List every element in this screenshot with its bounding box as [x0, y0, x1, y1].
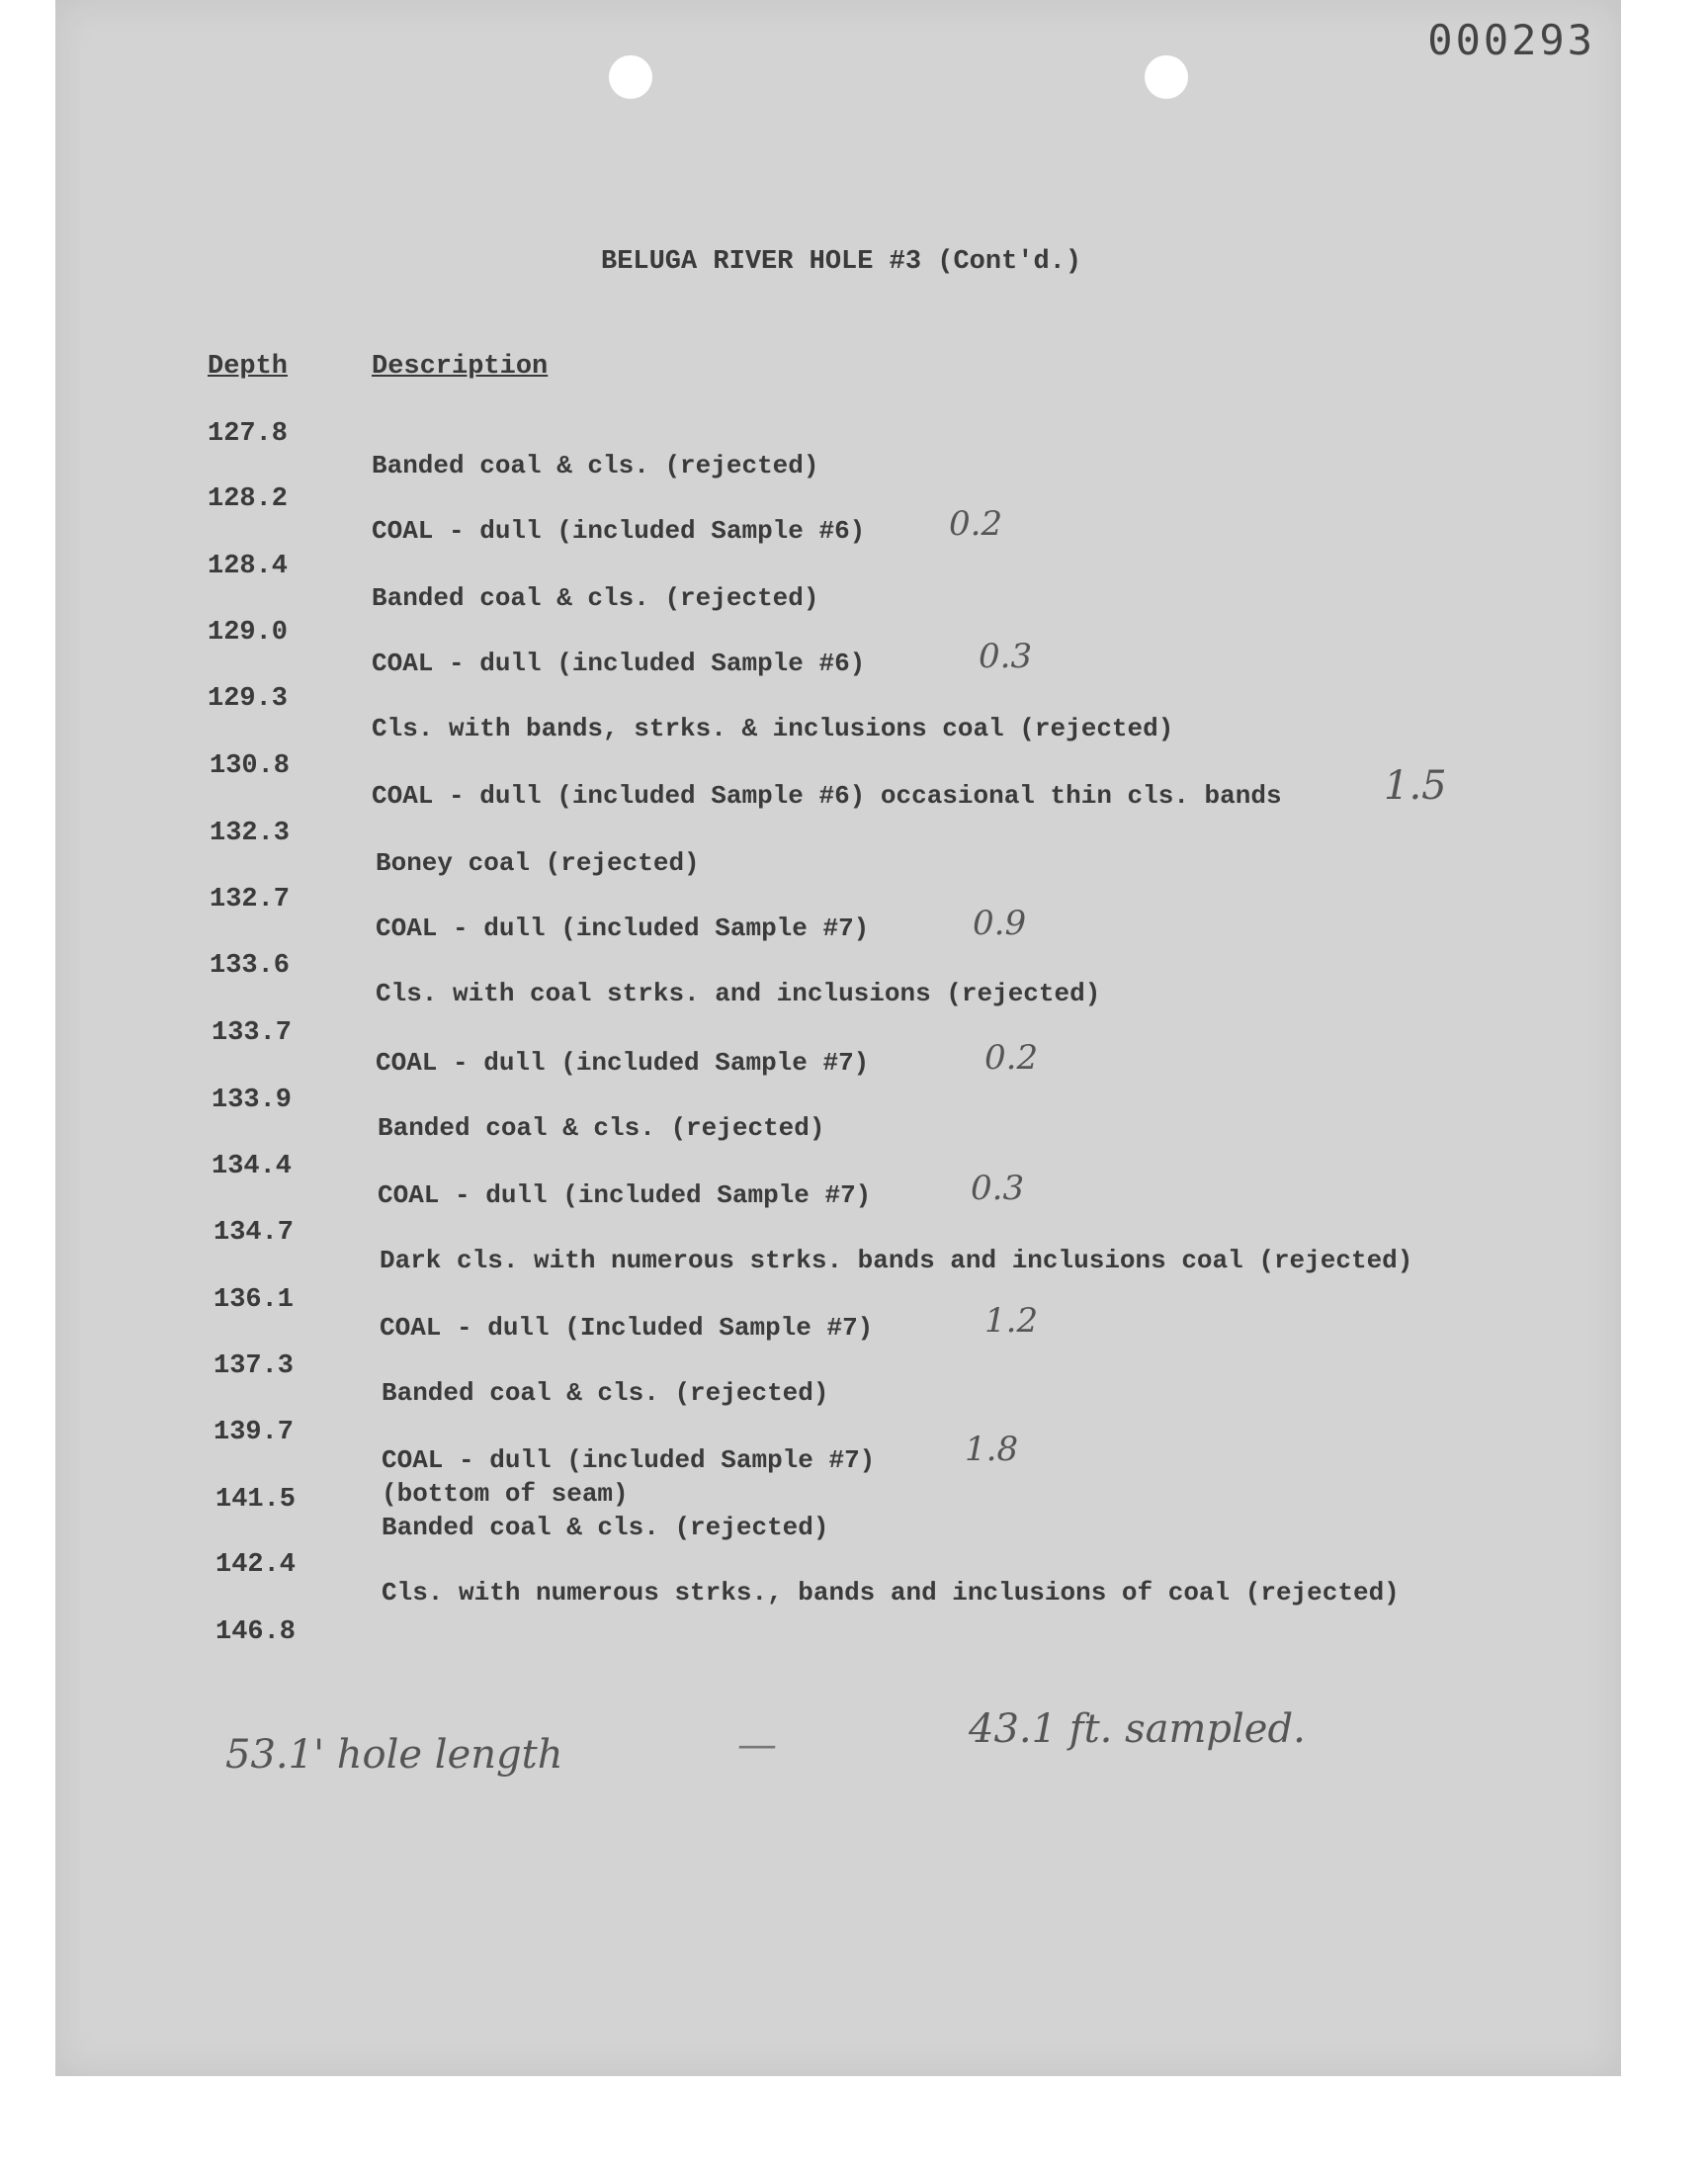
punch-hole	[609, 55, 652, 99]
description-entry: Cls. with numerous strks., bands and inclusions of coal (rejected)	[382, 1578, 1400, 1608]
page-number: 000293	[1427, 16, 1595, 64]
description-entry: Cls. with coal strks. and inclusions (rejected)	[376, 979, 1101, 1008]
handwritten-sampled: 43.1 ft. sampled.	[969, 1706, 1306, 1752]
description-column-header: Description	[372, 352, 549, 382]
handwritten-dash: —	[737, 1722, 777, 1768]
depth-value: 130.8	[210, 751, 291, 781]
description-entry: COAL - dull (included Sample #7)	[376, 1048, 870, 1078]
depth-value: 136.1	[214, 1285, 295, 1315]
description-entry: COAL - dull (included Sample #7)	[376, 914, 870, 943]
description-entry: Banded coal & cls. (rejected)	[378, 1113, 825, 1143]
depth-value: 133.9	[212, 1086, 293, 1115]
depth-value: 129.0	[208, 618, 289, 648]
depth-value: 139.7	[214, 1418, 295, 1447]
punch-hole	[1145, 55, 1188, 99]
depth-column-header: Depth	[208, 352, 289, 382]
description-entry: Boney coal (rejected)	[376, 848, 700, 878]
handwritten-thickness: 0.2	[984, 1038, 1039, 1078]
depth-value: 127.8	[208, 419, 289, 449]
handwritten-thickness: 0.9	[973, 904, 1027, 943]
handwritten-hole-length: 53.1' hole length	[225, 1732, 563, 1778]
handwritten-thickness: 0.3	[979, 637, 1033, 676]
depth-value: 134.4	[212, 1152, 293, 1181]
description-entry: Dark cls. with numerous strks. bands and inclusions coal (rejected)	[380, 1246, 1413, 1275]
description-entry: COAL - dull (included Sample #6)	[372, 649, 866, 678]
handwritten-thickness: 1.8	[965, 1430, 1019, 1469]
description-entry: Banded coal & cls. (rejected)	[372, 451, 819, 480]
depth-value: 132.7	[210, 885, 291, 914]
depth-value: 134.7	[214, 1218, 295, 1248]
handwritten-thickness: 0.3	[971, 1169, 1025, 1208]
description-entry: Banded coal & cls. (rejected)	[382, 1378, 829, 1408]
handwritten-thickness: 0.2	[949, 504, 1003, 544]
depth-value: 133.7	[212, 1018, 293, 1048]
description-entry: COAL - dull (included Sample #7)	[378, 1180, 872, 1210]
depth-value: 133.6	[210, 951, 291, 981]
description-entry: Cls. with bands, strks. & inclusions coal (rejected)	[372, 714, 1174, 743]
document-title: BELUGA RIVER HOLE #3 (Cont'd.)	[601, 247, 1082, 277]
depth-value: 129.3	[208, 684, 289, 714]
description-entry: Banded coal & cls. (rejected)	[372, 583, 819, 613]
handwritten-thickness: 1.5	[1384, 763, 1447, 809]
depth-value: 141.5	[215, 1485, 297, 1515]
depth-value: 137.3	[214, 1351, 295, 1381]
depth-value: 128.4	[208, 552, 289, 581]
depth-value: 142.4	[215, 1550, 297, 1580]
depth-value: 132.3	[210, 819, 291, 848]
description-entry: COAL - dull (included Sample #7)	[382, 1445, 876, 1475]
description-entry: COAL - dull (included Sample #6)	[372, 516, 866, 546]
depth-value: 128.2	[208, 484, 289, 514]
description-entry: COAL - dull (included Sample #6) occasional thin cls. bands	[372, 781, 1282, 811]
depth-value: 146.8	[215, 1617, 297, 1647]
description-entry: Banded coal & cls. (rejected)	[382, 1513, 829, 1542]
document-page	[55, 0, 1621, 2076]
description-entry: (bottom of seam)	[382, 1479, 629, 1509]
handwritten-thickness: 1.2	[984, 1301, 1039, 1341]
description-entry: COAL - dull (Included Sample #7)	[380, 1313, 874, 1343]
